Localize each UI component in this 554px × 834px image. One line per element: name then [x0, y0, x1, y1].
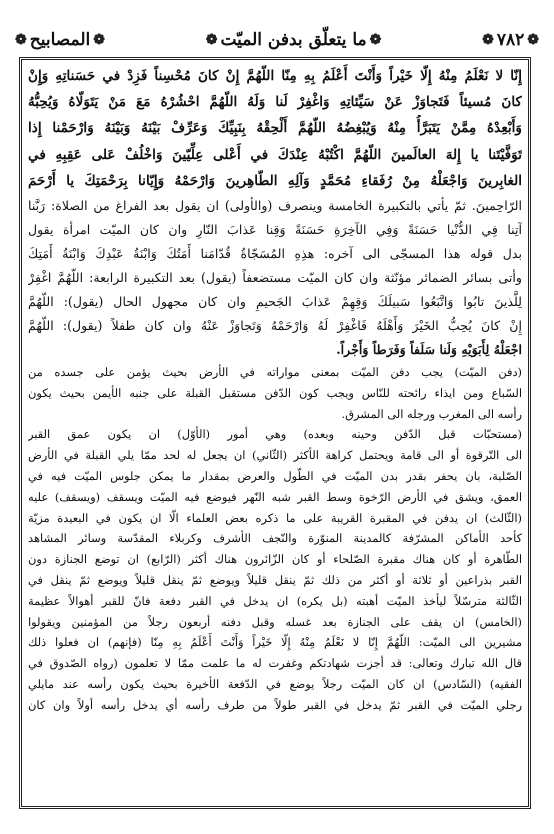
- text-line: كأحد الأماكن المشرّفة كالمدينة المنوّرة والنّجف الأشرف وكربلاء المقدّسة وسائر المشاهد: [28, 531, 522, 546]
- text-line: الصّلبة، بان يحفر بقدر بدن الميّت في الطّول والعرض بمقدار ما يمكن جلوس الميّت فيه في: [28, 469, 522, 483]
- text-line: قال الله تبارك وتعالى: قد أجزت شهادتكم وغفرت له ما علمت ممّا لا تعلمون (رواه الصّدوق في: [28, 656, 522, 671]
- text-line: لِلَّذينَ تابُوا وَاتَّبَعُوا سَبيلَكَ وَقِهِمْ عَذابَ الجَحيمِ وان كان مجهول الحال (يقول): اللّهُمَّ: [28, 294, 522, 310]
- ornament-icon: ❁: [527, 32, 539, 48]
- text-line: رجلي الميّت في القبر ثمّ يدخل في القبر طولاً من طرف رأسه أي يدخل رأسه أولاً وان كان: [28, 697, 522, 712]
- text-line: تَوَفَّيْتَنا يا إِلهَ العالَمينَ اللّهُمَّ اكْتُبْهُ عِنْدَكَ في أَعْلى عِلِّيّينَ وَاخْلُفْ عَلى عَقِبِهِ في: [28, 146, 522, 163]
- text-line: وَأَبْعِدْهُ مِمَّنْ يَتَبَرَّأُ مِنْهُ وَيُبْغِضُهُ اللّهُمَّ أَلْحِقْهُ بِنَبِيِّكَ وَعَرِّفْ بَيْنَهُ وَبَيْنَهُ وَارْحَمْنا إِذا: [28, 120, 522, 137]
- page-header: [12, 24, 542, 56]
- section-heading-line: (مستحبّات قبل الدّفن وحينه وبعده) وهي أمور (الأوّل) ان يكون عمق القبر: [28, 427, 522, 442]
- text-line: إِنّا لا نَعْلَمُ مِنْهُ إِلّا خَيْراً وَأَنْتَ أَعْلَمُ بِهِ مِنّا اللّهُمَّ إِنْ كانَ مُحْسِناً فَزِدْ في حَسَناتِهِ وَإِنْ: [28, 68, 522, 84]
- text-line: الطّاهرة أو كان هناك مقبرة الصّلحاء أو كان الزّائرون هناك أكثر (الرّابع) ان توضع الجنازة دون: [28, 552, 522, 567]
- text-line: العمق، ويشق في الأرض الرّخوة وسط القبر شبه النّهر فيوضع فيه الميّت ويسقف (ويسقف) عليه: [28, 489, 522, 504]
- ornament-icon: ❁: [205, 32, 218, 48]
- page-number-group: [479, 30, 542, 50]
- text-line: اجْعَلْهُ لِأَبَوَيْهِ وَلَنا سَلَفاً وَفَرَطاً وَأَجْراً.: [336, 342, 522, 358]
- text-line: القبر بذراعين أو ثلاثة أو أكثر من ذلك ثمّ ينقل قليلاً ويوضع ثمّ ينقل قليلاً ويوضع ثمّ ينقل في: [28, 572, 522, 587]
- text-line: الرّاحِمينَ. ثمّ يأتي بالتكبيرة الخامسة وينصرف (والأولى) ان يقول بعد الفراغ من الصلاة: رَبَّنا: [28, 198, 522, 214]
- text-line: آتِنا فِي الدُّنْيا حَسَنَةً وَفِي الآخِرَةِ حَسَنَةً وَقِنا عَذابَ النّارِ وان كان الميّت امرأة يقول: [28, 222, 522, 238]
- chapter-title-group: [203, 30, 385, 50]
- text-line: رأسه الى المغرب ورجله الى المشرق.: [341, 406, 522, 421]
- text-frame: [19, 57, 531, 809]
- ornament-icon: ❁: [482, 32, 494, 48]
- book-title: المصابيح: [29, 30, 91, 50]
- text-line: الغابِرينَ وَاجْعَلْهُ مِنْ رُفَقاءِ مُحَمَّدٍ وَآلِهِ الطّاهِرينَ وَارْحَمْهُ وَإِيّانا بِرَحْمَتِكَ يا أَرْحَمَ: [28, 172, 522, 189]
- text-line: (الثّالث) ان يدفن في المقبرة القريبة على ما ذكره بعض العلماء الّا ان يكون في البعيدة مزيّة: [28, 510, 522, 525]
- section-heading-line: (دفن الميّت) يجب دفن الميّت بمعنى مواراته في الأرض بحيث يؤمن على جسده من: [28, 365, 522, 380]
- text-line: كانَ مُسيئاً فَتَجاوَزْ عَنْ سَيِّئاتِهِ وَاغْفِرْ لَنا وَلَهُ اللّهُمَّ احْشُرْهُ مَعَ مَنْ يَتَوَلّاهُ وَيُحِبُّهُ: [28, 94, 522, 111]
- text-line: مشيرين الى الميّت: اللّهُمَّ إِنّا لا نَعْلَمُ مِنْهُ إِلّا خَيْراً وَأَنْتَ أَعْلَمُ بِهِ مِنّا (فإنهم) ان فعلوا ذلك: [28, 635, 522, 650]
- ornament-icon: ❁: [93, 32, 105, 48]
- page-number: ٧٨٢: [496, 30, 525, 50]
- text-line: الى التّرقوة أو الى قامة ويحتمل كراهة الأكثر (الثّاني) ان يجعل له لحد ممّا يلي القبلة في الأرض: [28, 448, 522, 463]
- text-line: الثّالثة مترسّلاً ليأخذ الميّت أهبته (بل يكره) ان يدخل في القبر دفعة فانّ للقبر أهوالاً عظيمة: [28, 593, 522, 608]
- page-body: [28, 63, 522, 803]
- ornament-icon: ❁: [15, 32, 27, 48]
- text-line: بدل قوله هذا المسجّى الى آخره: هذِهِ المُسَجّاةُ قُدّامَنا أَمَتُكَ وَابْنَةُ عَبْدِكَ وَابْنَةُ أَمَتِكَ: [28, 246, 522, 262]
- ornament-icon: ❁: [369, 32, 382, 48]
- text-line: إِنْ كانَ يُحِبُّ الخَيْرَ وَأَهْلَهُ فَاغْفِرْ لَهُ وَارْحَمْهُ وَتَجاوَزْ عَنْهُ وان كان طفلاً (يقول): اللّهُمَّ: [28, 318, 522, 334]
- text-line: وأتى بسائر الضمائر مؤنّثة وان كان الميّت مستضعفاً (يقول) بعد التكبيرة الرابعة: اللّهُمَّ اغْفِرْ: [28, 270, 522, 286]
- text-line: (الخامس) ان يقف على الجنازة بعد غسله وقبل دفنه أربعون رجلاً من المؤمنين ويقولوا: [28, 614, 522, 629]
- text-line: السّباع ومن ايذاء رائحته للنّاس ويجب كون الدّفن مستقبل القبلة على جنبه الأيمن بحيث يكون: [28, 385, 522, 400]
- book-title-group: [12, 30, 108, 50]
- chapter-title: ما يتعلّق بدفن الميّت: [220, 30, 367, 50]
- text-line: الفقيه) (السّادس) ان كان الميّت رجلاً يوضع في الدّفعة الأخيرة بحيث يكون رأسه عند مايلي: [28, 676, 522, 691]
